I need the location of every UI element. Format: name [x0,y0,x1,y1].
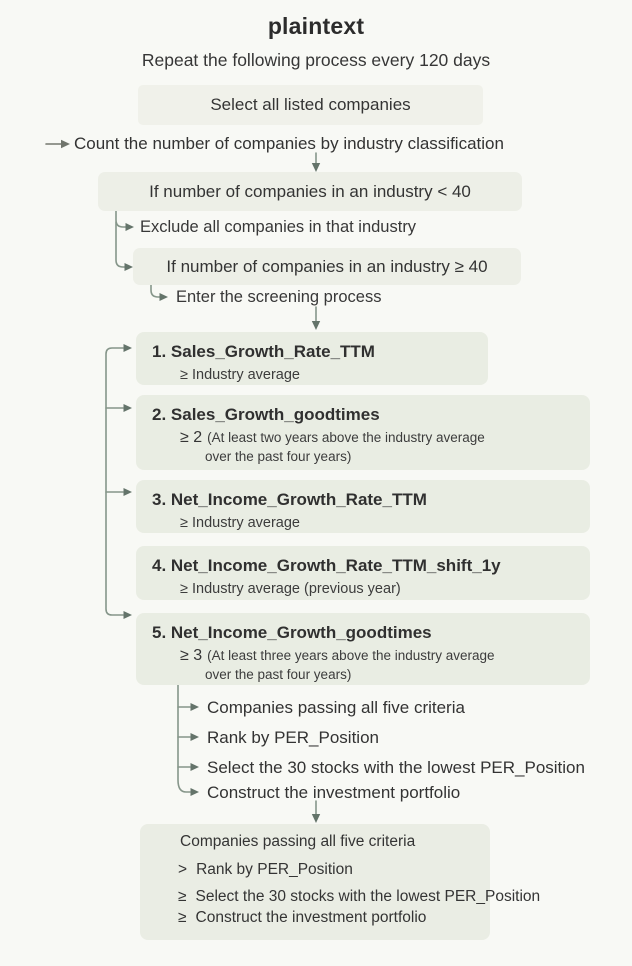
post-step-construct-label: Construct the investment portfolio [207,783,461,802]
post-step-passing-label: Companies passing all five criteria [207,698,465,717]
criterion-1-heading: 1. Sales_Growth_Rate_TTM [152,342,375,361]
criteria-box-1 [136,332,488,385]
exclude-arrowhead-icon [126,223,135,231]
select-companies-label: Select all listed companies [210,95,411,114]
enter-arrowhead-icon [160,293,169,301]
criterion-5-note-continued: over the past four years) [205,667,352,682]
criteria-arrowhead-3-icon [124,488,133,496]
criteria-arrowhead-5-icon [124,611,133,619]
post-step-arrowhead-2-icon [191,733,200,741]
criterion-2-threshold: ≥ 2 [180,429,203,446]
gte40-condition-label: If number of companies in an industry ≥ 40 [166,256,488,276]
summary-row-3-prefix: ≥ [178,888,187,905]
page-subtitle: Repeat the following process every 120 days [141,50,491,70]
post-step-rank-label: Rank by PER_Position [207,728,379,747]
summary-row-2-prefix: > [178,861,188,878]
page-title: plaintext [267,13,365,39]
summary-row-rank [178,861,353,879]
lt40-condition-box [98,172,522,211]
criterion-4-condition: ≥ Industry average (previous year) [180,581,401,597]
criterion-2-note: (At least two years above the industry average [207,430,485,445]
summary-row-3-text: Select the 30 stocks with the lowest PER_Position [195,888,541,905]
criteria-left-rail [106,348,123,615]
summary-row-passing [180,833,415,851]
down-arrowhead-1-icon [312,163,320,172]
gte40-elbow-connector [116,222,125,267]
criteria-box-5 [136,613,590,685]
criteria-box-2 [136,395,590,470]
criterion-3-heading: 3. Net_Income_Growth_Rate_TTM [152,490,427,509]
gte40-arrowhead-icon [125,263,134,271]
criterion-5-threshold: ≥ 3 [180,647,203,664]
exclude-step-label: Exclude all companies in that industry [140,218,417,236]
criteria-box-4 [136,546,590,600]
criterion-2-heading: 2. Sales_Growth_goodtimes [152,405,380,424]
post-steps-rail [178,685,190,792]
criterion-5-condition [180,647,590,665]
criteria-arrowhead-2-icon [124,404,133,412]
criterion-2-note-continued: over the past four years) [205,449,352,464]
post-step-arrowhead-3-icon [191,763,200,771]
exclude-elbow-connector [116,211,126,227]
lt40-condition-label: If number of companies in an industry < 40 [149,181,471,201]
count-step-label: Count the number of companies by industry classification [74,134,504,153]
criterion-5-note: (At least three years above the industry average [207,648,495,663]
post-step-arrowhead-4-icon [191,788,200,796]
criterion-3-condition: ≥ Industry average [180,515,300,531]
enter-screening-label: Enter the screening process [176,288,382,306]
criterion-4-heading: 4. Net_Income_Growth_Rate_TTM_shift_1y [152,556,501,575]
criterion-1-condition: ≥ Industry average [180,367,300,383]
summary-row-select30 [178,888,540,906]
down-arrowhead-3-icon [312,814,320,823]
criterion-5-heading: 5. Net_Income_Growth_goodtimes [152,623,432,642]
enter-elbow-connector [151,285,160,297]
summary-row-4-text: Construct the investment portfolio [195,909,427,926]
criteria-box-3 [136,480,590,533]
summary-row-2-text: Rank by PER_Position [196,861,353,878]
summary-row-4-prefix: ≥ [178,909,187,926]
count-arrowhead-icon [61,140,70,148]
down-arrowhead-2-icon [312,321,320,330]
criteria-arrowhead-1-icon [124,344,133,352]
summary-box [140,824,541,940]
post-step-select30-label: Select the 30 stocks with the lowest PER_Position [207,758,585,777]
post-step-arrowhead-1-icon [191,703,200,711]
select-companies-box [138,85,483,125]
criterion-2-condition [180,429,590,447]
gte40-condition-box [133,248,521,285]
summary-row-construct [178,909,426,927]
summary-row-1-text: Companies passing all five criteria [180,833,416,850]
